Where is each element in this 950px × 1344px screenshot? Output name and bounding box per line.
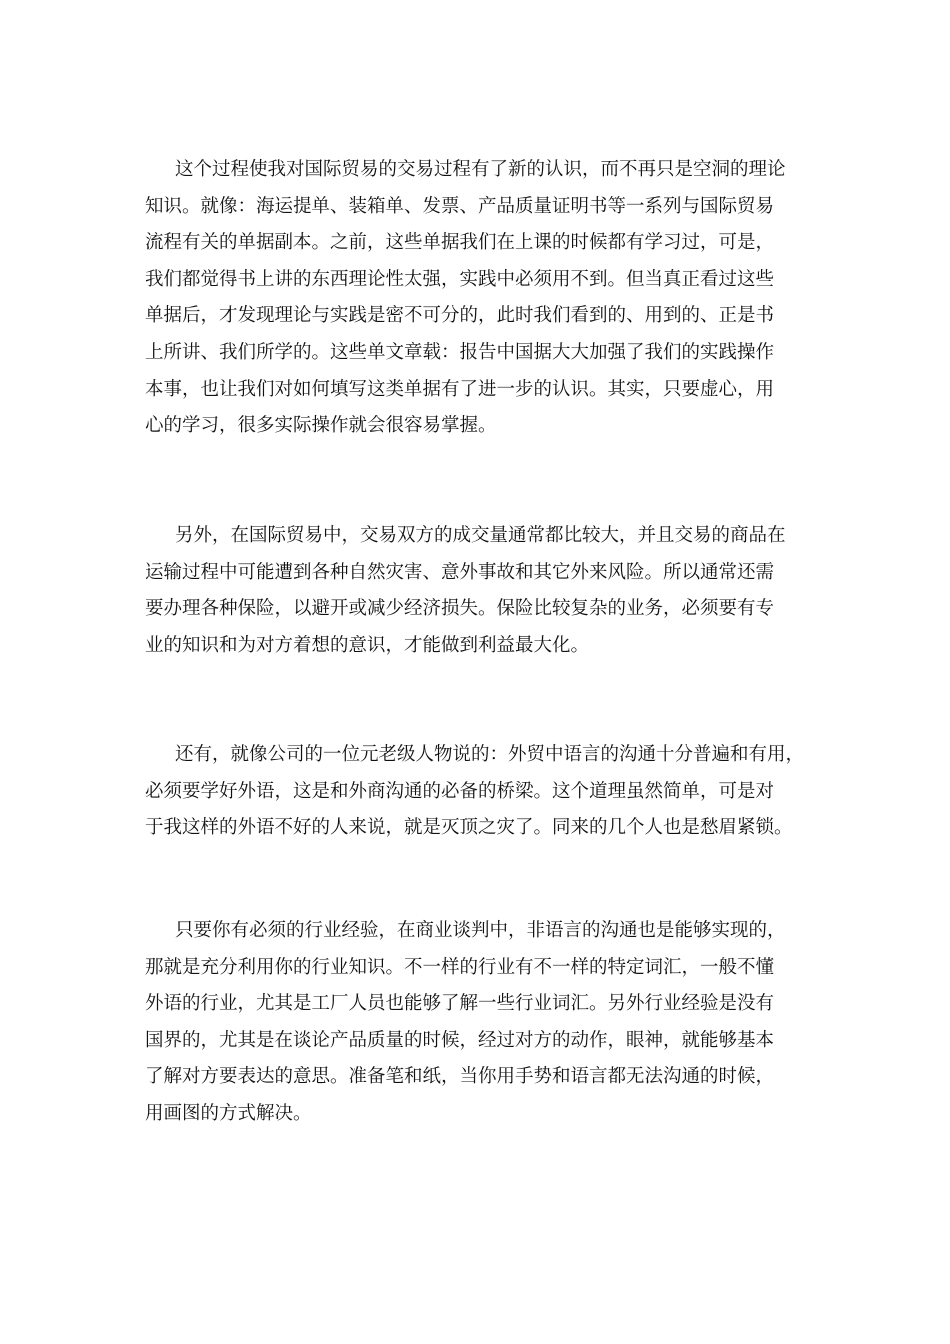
paragraph-line: 于我这样的外语不好的人来说，就是灭顶之灾了。同来的几个人也是愁眉紧锁。 — [145, 817, 793, 839]
paragraph-line: 单据后，才发现理论与实践是密不可分的，此时我们看到的、用到的、正是书 — [145, 305, 775, 327]
paragraph-line: 运输过程中可能遭到各种自然灾害、意外事故和其它外来风险。所以通常还需 — [145, 561, 775, 583]
paragraph-line: 要办理各种保险，以避开或减少经济损失。保险比较复杂的业务，必须要有专 — [145, 598, 775, 620]
paragraph-documents — [145, 152, 825, 445]
paragraph-line: 业的知识和为对方着想的意识，才能做到利益最大化。 — [145, 634, 590, 656]
paragraph-line: 另外，在国际贸易中，交易双方的成交量通常都比较大，并且交易的商品在 — [175, 525, 786, 546]
paragraph-line: 用画图的方式解决。 — [145, 1102, 312, 1124]
paragraph-line: 上所讲、我们所学的。这些单文章载：报告中国据大大加强了我们的实践操作 — [145, 341, 775, 363]
paragraph-line: 这个过程使我对国际贸易的交易过程有了新的认识，而不再只是空洞的理论 — [175, 159, 786, 180]
paragraph-line: 外语的行业，尤其是工厂人员也能够了解一些行业词汇。另外行业经验是没有 — [145, 993, 775, 1015]
paragraph-line: 知识。就像：海运提单、装箱单、发票、产品质量证明书等一系列与国际贸易 — [145, 195, 775, 217]
paragraph-line: 心的学习，很多实际操作就会很容易掌握。 — [145, 415, 497, 437]
paragraph-line: 只要你有必须的行业经验，在商业谈判中，非语言的沟通也是能够实现的， — [175, 920, 786, 941]
paragraph-line: 那就是充分利用你的行业知识。不一样的行业有不一样的特定词汇，一般不懂 — [145, 956, 775, 978]
paragraph-line: 本事，也让我们对如何填写这类单据有了进一步的认识。其实，只要虚心，用 — [145, 378, 775, 400]
paragraph-language — [145, 737, 825, 847]
paragraph-line: 了解对方要表达的意思。准备笔和纸，当你用手势和语言都无法沟通的时候， — [145, 1066, 775, 1088]
paragraph-experience — [145, 913, 825, 1133]
paragraph-line: 还有，就像公司的一位元老级人物说的：外贸中语言的沟通十分普遍和有用， — [175, 744, 805, 765]
paragraph-line: 流程有关的单据副本。之前，这些单据我们在上课的时候都有学习过，可是， — [145, 232, 775, 254]
paragraph-insurance — [145, 518, 825, 664]
paragraph-line: 我们都觉得书上讲的东西理论性太强，实践中必须用不到。但当真正看过这些 — [145, 268, 775, 290]
paragraph-line: 必须要学好外语，这是和外商沟通的必备的桥梁。这个道理虽然简单，可是对 — [145, 780, 775, 802]
paragraph-line: 国界的，尤其是在谈论产品质量的时候，经过对方的动作，眼神，就能够基本 — [145, 1029, 775, 1051]
